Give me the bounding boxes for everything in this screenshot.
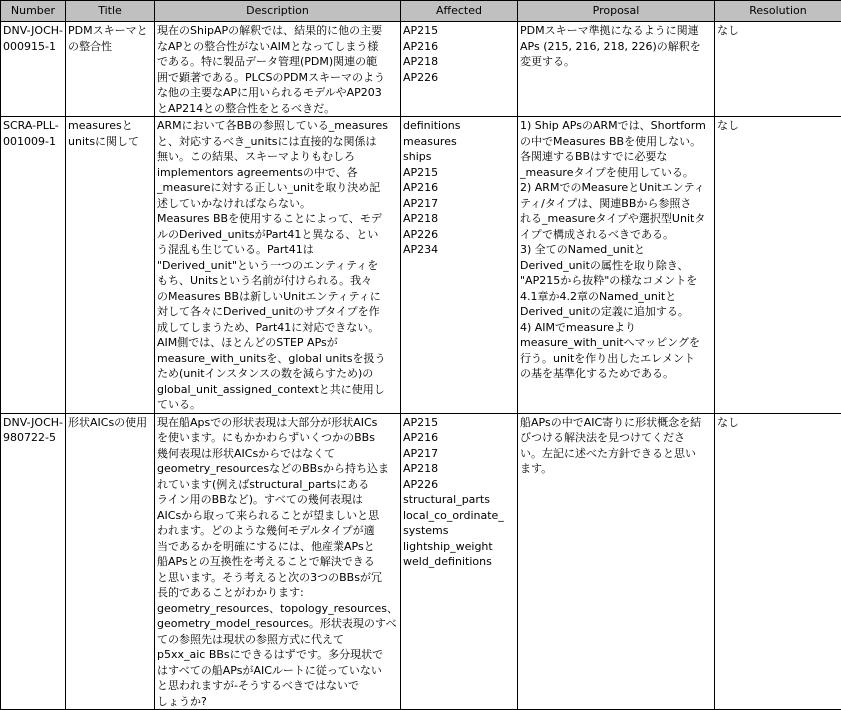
- description-line: もち、Unitsという名前が付けられる。我々: [157, 273, 398, 289]
- cell-description: [155, 117, 401, 414]
- description-line: のMeasures BBは新しいUnitエンティティに: [157, 289, 398, 305]
- description-line: 成してしまうため、Part41に対応できない。: [157, 320, 398, 336]
- title-line: の整合性: [68, 39, 152, 55]
- proposal-line: APs (215, 216, 218, 226)の解釈を: [520, 39, 712, 55]
- cell-resolution: [715, 22, 841, 117]
- description-line: 述していかなければならない。: [157, 196, 398, 212]
- number-line: 980722-5: [3, 430, 63, 446]
- description-line: 現在船Apsでの形状表現は大部分が形状AICs: [157, 415, 398, 431]
- proposal-line: イプで構成されるべきである。: [520, 227, 712, 243]
- col-header-number: Number: [1, 1, 66, 22]
- affected-line: AP216: [403, 430, 515, 446]
- description-line: ている。: [157, 397, 398, 413]
- description-line: れています(例えばstructural_partsにある: [157, 477, 398, 493]
- proposal-line: 行う。unitを作り出したエレメント: [520, 351, 712, 367]
- description-line: geometry_model_resources。形状表現のすべ: [157, 616, 398, 632]
- resolution-line: なし: [717, 23, 839, 39]
- title-line: 形状AICsの使用: [68, 415, 152, 431]
- description-line: しょうか?: [157, 694, 398, 710]
- header-row: [1, 1, 841, 22]
- description-line: ため(unitインスタンスの数を減らすため)の: [157, 366, 398, 382]
- cell-proposal: [518, 22, 715, 117]
- proposal-line: Derived_unitの定義に追加する。: [520, 304, 712, 320]
- proposal-line: ティ/タイプは、関連BBから参照さ: [520, 196, 712, 212]
- description-line: Measures BBを使用することによって、モデ: [157, 211, 398, 227]
- affected-line: systems: [403, 523, 515, 539]
- description-line: geometry_resources、topology_resources、: [157, 601, 398, 617]
- description-line: ての参照先は現状の参照方式に代えて: [157, 632, 398, 648]
- affected-line: AP217: [403, 196, 515, 212]
- proposal-line: _measureタイプを使用している。: [520, 165, 712, 181]
- proposal-line: れる_measureタイプや選択型Unitタ: [520, 211, 712, 227]
- proposal-line: びつける解決法を見つけてくださ: [520, 430, 712, 446]
- affected-line: AP216: [403, 180, 515, 196]
- col-header-proposal: Proposal: [518, 1, 715, 22]
- description-line: な他の主要なAPに用いられるモデルやAP203: [157, 85, 398, 101]
- description-line: とAP214との整合性をとるべきだ。: [157, 101, 398, 117]
- number-line: SCRA-PLL-: [3, 118, 63, 134]
- proposal-line: 2) ARMでのMeasureとUnitエンティ: [520, 180, 712, 196]
- affected-line: ships: [403, 149, 515, 165]
- affected-line: AP216: [403, 39, 515, 55]
- proposal-line: ます。: [520, 461, 712, 477]
- proposal-line: い。左記に述べた方針できると思い: [520, 446, 712, 462]
- title-line: unitsに関して: [68, 134, 152, 150]
- description-line: 無い。この結果、スキーマよりもむしろ: [157, 149, 398, 165]
- description-line: を使います。にもかかわらずいくつかのBBs: [157, 430, 398, 446]
- description-line: _measureに対する正しい_unitを取り決め記: [157, 180, 398, 196]
- title-line: PDMスキーマと: [68, 23, 152, 39]
- proposal-line: Derived_unitの属性を取り除き、: [520, 258, 712, 274]
- description-line: AICsから取って来られることが望ましいと思: [157, 508, 398, 524]
- description-line: と思います。そう考えると次の3つのBBsが冗: [157, 570, 398, 586]
- cell-affected: [401, 117, 518, 414]
- number-line: DNV-JOCH-: [3, 415, 63, 431]
- cell-title: [66, 413, 155, 710]
- cell-resolution: [715, 117, 841, 414]
- description-line: implementors agreementsの中で、各: [157, 165, 398, 181]
- description-line: はすべての船APsがAICルートに従っていない: [157, 663, 398, 679]
- description-line: 当であるかを明確にするには、他産業APsと: [157, 539, 398, 555]
- description-line: と思われますが-そうするべきではないで: [157, 678, 398, 694]
- description-line: AIM側では、ほとんどのSTEP APsが: [157, 335, 398, 351]
- proposal-line: PDMスキーマ準拠になるように関連: [520, 23, 712, 39]
- proposal-line: 4.1章か4.2章のNamed_unitと: [520, 289, 712, 305]
- description-line: "Derived_unit"という一つのエンティティを: [157, 258, 398, 274]
- col-header-affected: Affected: [401, 1, 518, 22]
- title-line: measuresと: [68, 118, 152, 134]
- affected-line: AP234: [403, 242, 515, 258]
- affected-line: definitions: [403, 118, 515, 134]
- proposal-line: 3) 全てのNamed_unitと: [520, 242, 712, 258]
- resolution-line: なし: [717, 118, 839, 134]
- table-row: [1, 413, 841, 710]
- description-line: う混乱も生じている。Part41は: [157, 242, 398, 258]
- affected-line: lightship_weight: [403, 539, 515, 555]
- description-line: ARMにおいて各BBの参照している_measures: [157, 118, 398, 134]
- description-line: われます。どのような幾何モデルタイプが適: [157, 523, 398, 539]
- description-line: p5xx_aic BBsにできるはずです。多分現状で: [157, 647, 398, 663]
- affected-line: AP215: [403, 415, 515, 431]
- affected-line: AP215: [403, 165, 515, 181]
- proposal-line: 変更する。: [520, 54, 712, 70]
- affected-line: structural_parts: [403, 492, 515, 508]
- description-line: なAPとの整合性がないAIMとなってしまう様: [157, 39, 398, 55]
- description-line: と、対応するべき_unitsには直接的な関係は: [157, 134, 398, 150]
- cell-affected: [401, 22, 518, 117]
- cell-proposal: [518, 117, 715, 414]
- cell-affected: [401, 413, 518, 710]
- description-line: 船APsとの互換性を考えることで解決できる: [157, 554, 398, 570]
- description-line: 対して各々にDerived_unitのサブタイプを作: [157, 304, 398, 320]
- description-line: ルのDerived_unitsがPart41と異なる、とい: [157, 227, 398, 243]
- cell-title: [66, 22, 155, 117]
- cell-number: [1, 413, 66, 710]
- proposal-line: measure_with_unitへマッピングを: [520, 335, 712, 351]
- affected-line: local_co_ordinate_: [403, 508, 515, 524]
- affected-line: AP218: [403, 211, 515, 227]
- proposal-line: の中でMeasures BBを使用しない。: [520, 134, 712, 150]
- proposal-line: の基を基準化するためである。: [520, 366, 712, 382]
- proposal-line: 1) Ship APsのARMでは、Shortform: [520, 118, 712, 134]
- proposal-line: "AP215から抜粋"の様なコメントを: [520, 273, 712, 289]
- cell-resolution: [715, 413, 841, 710]
- cell-proposal: [518, 413, 715, 710]
- number-line: 000915-1: [3, 39, 63, 55]
- proposal-line: 各関連するBBはすでに必要な: [520, 149, 712, 165]
- resolution-line: なし: [717, 415, 839, 431]
- cell-description: [155, 22, 401, 117]
- table-row: [1, 22, 841, 117]
- affected-line: weld_definitions: [403, 554, 515, 570]
- affected-line: AP226: [403, 70, 515, 86]
- affected-line: AP215: [403, 23, 515, 39]
- affected-line: AP217: [403, 446, 515, 462]
- proposal-line: 船APsの中でAIC寄りに形状概念を結: [520, 415, 712, 431]
- description-line: 幾何表現は形状AICsからではなくて: [157, 446, 398, 462]
- description-line: geometry_resourcesなどのBBsから持ち込ま: [157, 461, 398, 477]
- number-line: DNV-JOCH-: [3, 23, 63, 39]
- affected-line: AP218: [403, 461, 515, 477]
- description-line: ライン用のBBなど)。すべての幾何表現は: [157, 492, 398, 508]
- table-row: [1, 117, 841, 414]
- description-line: measure_with_unitsを、global unitsを扱う: [157, 351, 398, 367]
- number-line: 001009-1: [3, 134, 63, 150]
- description-line: 現在のShipAPの解釈では、結果的に他の主要: [157, 23, 398, 39]
- cell-description: [155, 413, 401, 710]
- description-line: 囲で顕著である。PLCSのPDMスキーマのよう: [157, 70, 398, 86]
- description-line: 長的であることがわかります:: [157, 585, 398, 601]
- cell-number: [1, 22, 66, 117]
- affected-line: measures: [403, 134, 515, 150]
- proposal-line: 4) AIMでmeasureより: [520, 320, 712, 336]
- affected-line: AP226: [403, 477, 515, 493]
- col-header-resolution: Resolution: [715, 1, 841, 22]
- col-header-description: Description: [155, 1, 401, 22]
- col-header-title: Title: [66, 1, 155, 22]
- description-line: である。特に製品データ管理(PDM)関連の範: [157, 54, 398, 70]
- affected-line: AP226: [403, 227, 515, 243]
- affected-line: AP218: [403, 54, 515, 70]
- cell-title: [66, 117, 155, 414]
- description-line: global_unit_assigned_contextと共に使用し: [157, 382, 398, 398]
- cell-number: [1, 117, 66, 414]
